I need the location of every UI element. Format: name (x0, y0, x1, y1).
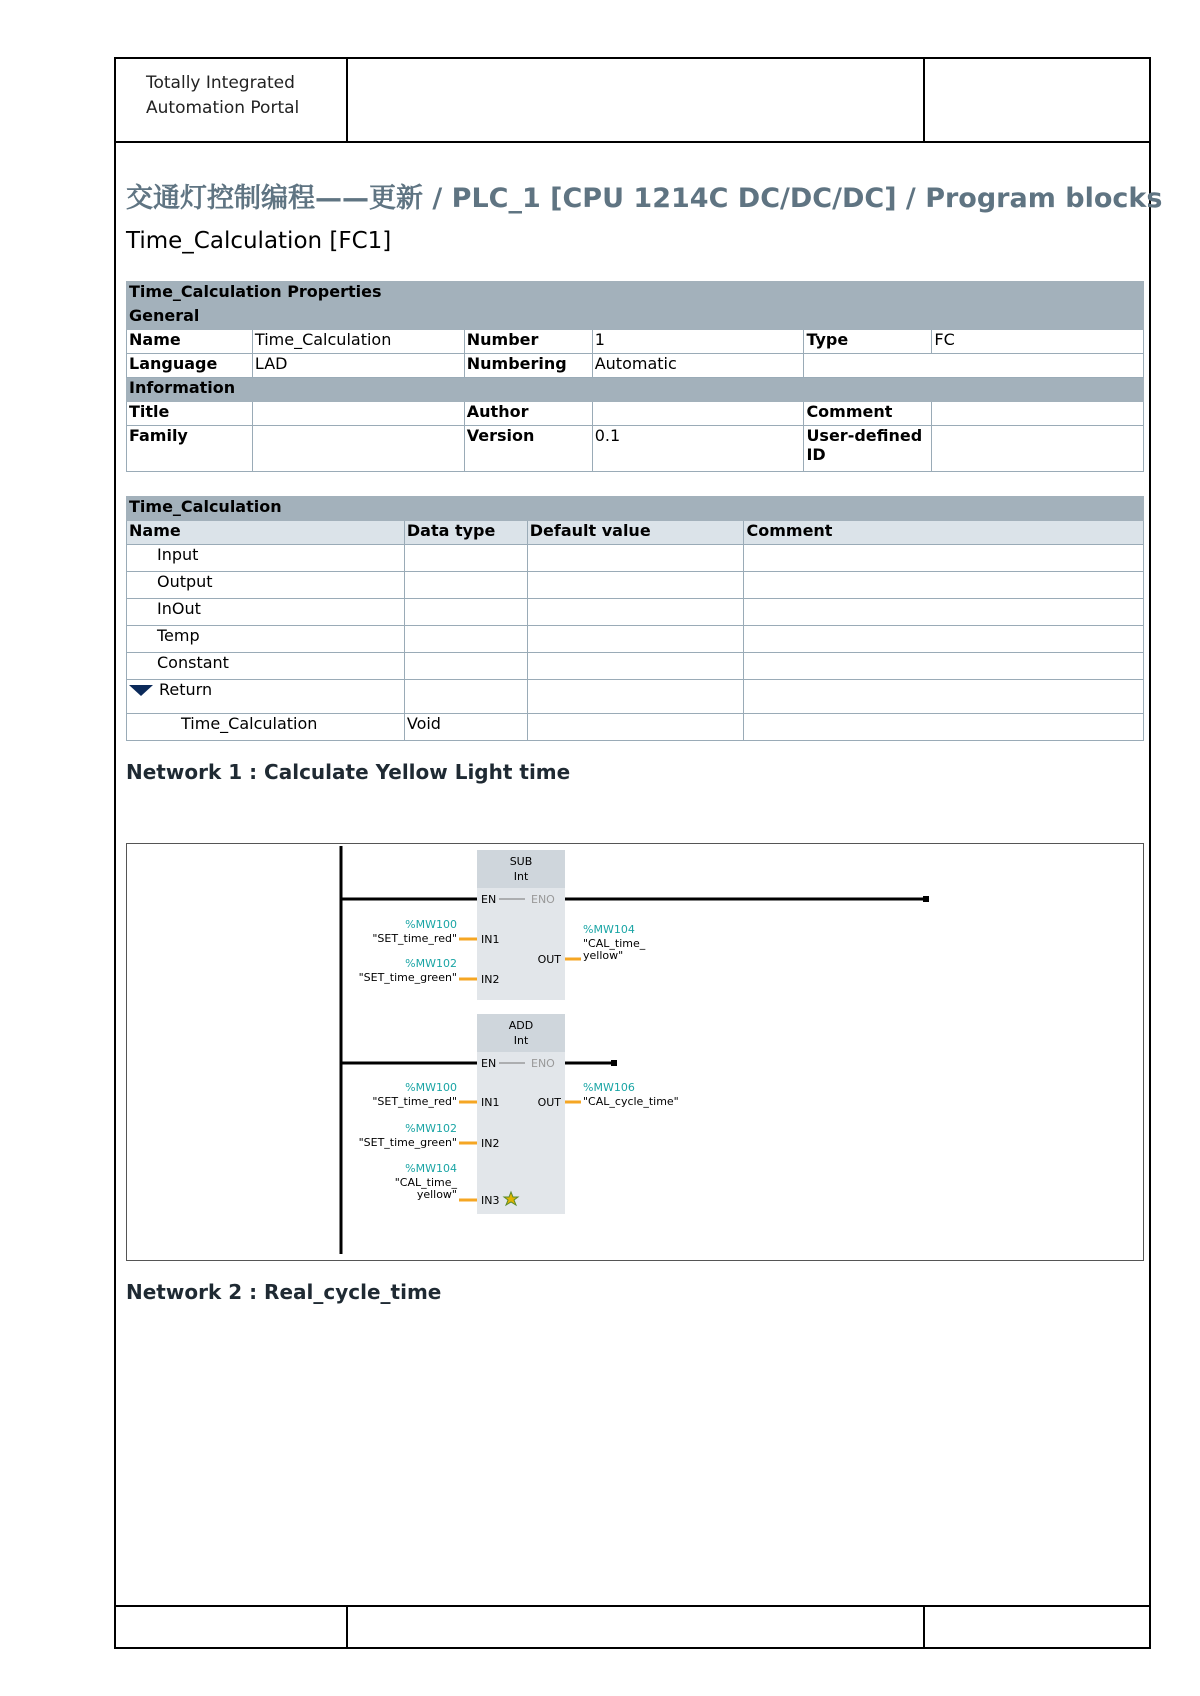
sub-out-addr: %MW104 (583, 923, 635, 936)
name-label: Name (127, 330, 253, 354)
empty-cell (804, 354, 1144, 378)
add-in3-tag2: yellow" (416, 1188, 457, 1201)
portal-line1: Totally Integrated (146, 73, 295, 93)
sub-in2: IN2 (481, 973, 500, 986)
name-value: Time_Calculation (252, 330, 464, 354)
numbering-value: Automatic (592, 354, 804, 378)
family-value (252, 426, 464, 472)
add-in2-addr: %MW102 (405, 1122, 457, 1135)
section-input: Input (127, 545, 405, 572)
sub-in2-addr: %MW102 (405, 957, 457, 970)
add-type: Int (513, 1034, 529, 1047)
title-block-footer (116, 1605, 1149, 1647)
language-label: Language (127, 354, 253, 378)
add-in3-tag1: "CAL_time_ (394, 1176, 457, 1189)
title-label: Title (127, 402, 253, 426)
sub-in1-addr: %MW100 (405, 918, 457, 931)
footer-left-cell (116, 1607, 348, 1647)
portal-name (146, 71, 299, 121)
sub-en: EN (481, 893, 497, 906)
add-eno-end (611, 1060, 617, 1066)
ladder-network-1 (126, 843, 1144, 1261)
add-in1-addr: %MW100 (405, 1081, 457, 1094)
type-value: FC (932, 330, 1144, 354)
sub-type: Int (513, 870, 529, 883)
add-out-tag: "CAL_cycle_time" (583, 1095, 679, 1108)
ladder-svg (127, 844, 1143, 1260)
network2-title: Network 2 : Real_cycle_time (126, 1280, 442, 1304)
userid-label: User-defined ID (804, 426, 932, 472)
comment-label: Comment (804, 402, 932, 426)
sub-eno-end (923, 896, 929, 902)
network1-title: Network 1 : Calculate Yellow Light time (126, 760, 571, 784)
col-name: Name (127, 521, 405, 545)
version-label: Version (464, 426, 592, 472)
return-label: Return (159, 680, 213, 699)
col-data-type: Data type (404, 521, 527, 545)
general-section: General (127, 306, 1144, 330)
sub-out-tag1: "CAL_time_ (583, 937, 646, 950)
section-constant: Constant (127, 653, 405, 680)
title-block-header (116, 59, 1149, 143)
add-block[interactable] (341, 1014, 679, 1214)
col-default-value: Default value (527, 521, 744, 545)
author-label: Author (464, 402, 592, 426)
add-out-addr: %MW106 (583, 1081, 635, 1094)
interface-table (126, 496, 1144, 741)
sub-in1-tag: "SET_time_red" (372, 932, 457, 945)
portal-cell (116, 59, 348, 141)
author-value (592, 402, 804, 426)
sub-eno: ENO (531, 893, 555, 906)
number-value: 1 (592, 330, 804, 354)
sub-out-tag2: yellow" (583, 949, 624, 962)
return-name: Time_Calculation (127, 714, 405, 741)
add-in2: IN2 (481, 1137, 500, 1150)
breadcrumb: 交通灯控制编程——更新 / PLC_1 [CPU 1214C DC/DC/DC] / Program blocks (126, 183, 1163, 214)
language-value: LAD (252, 354, 464, 378)
collapse-triangle-icon[interactable] (129, 685, 153, 696)
sub-block[interactable] (341, 850, 929, 1000)
add-in1-tag: "SET_time_red" (372, 1095, 457, 1108)
sub-in1: IN1 (481, 933, 500, 946)
title-value (252, 402, 464, 426)
block-title: Time_Calculation [FC1] (126, 228, 392, 254)
section-return[interactable] (127, 680, 405, 714)
information-section: Information (127, 378, 1144, 402)
version-value: 0.1 (592, 426, 804, 472)
portal-line2: Automation Portal (146, 98, 300, 118)
properties-table (126, 281, 1144, 472)
number-label: Number (464, 330, 592, 354)
add-in3-addr: %MW104 (405, 1162, 457, 1175)
return-type: Void (404, 714, 527, 741)
section-output: Output (127, 572, 405, 599)
properties-title: Time_Calculation Properties (127, 282, 1144, 306)
col-comment: Comment (744, 521, 1144, 545)
type-label: Type (804, 330, 932, 354)
userid-value (932, 426, 1144, 472)
section-temp: Temp (127, 626, 405, 653)
numbering-label: Numbering (464, 354, 592, 378)
add-out: OUT (537, 1096, 561, 1109)
header-right-cell (923, 59, 1151, 141)
add-eno: ENO (531, 1057, 555, 1070)
interface-title: Time_Calculation (127, 497, 1144, 521)
add-en: EN (481, 1057, 497, 1070)
add-in3: IN3 (481, 1194, 500, 1207)
comment-value (932, 402, 1144, 426)
sub-op: SUB (509, 855, 533, 868)
add-op: ADD (508, 1019, 534, 1032)
add-in2-tag: "SET_time_green" (358, 1136, 457, 1149)
sub-in2-tag: "SET_time_green" (358, 971, 457, 984)
add-in1: IN1 (481, 1096, 500, 1109)
section-inout: InOut (127, 599, 405, 626)
sub-out: OUT (537, 953, 561, 966)
footer-right-cell (923, 1607, 1151, 1647)
family-label: Family (127, 426, 253, 472)
